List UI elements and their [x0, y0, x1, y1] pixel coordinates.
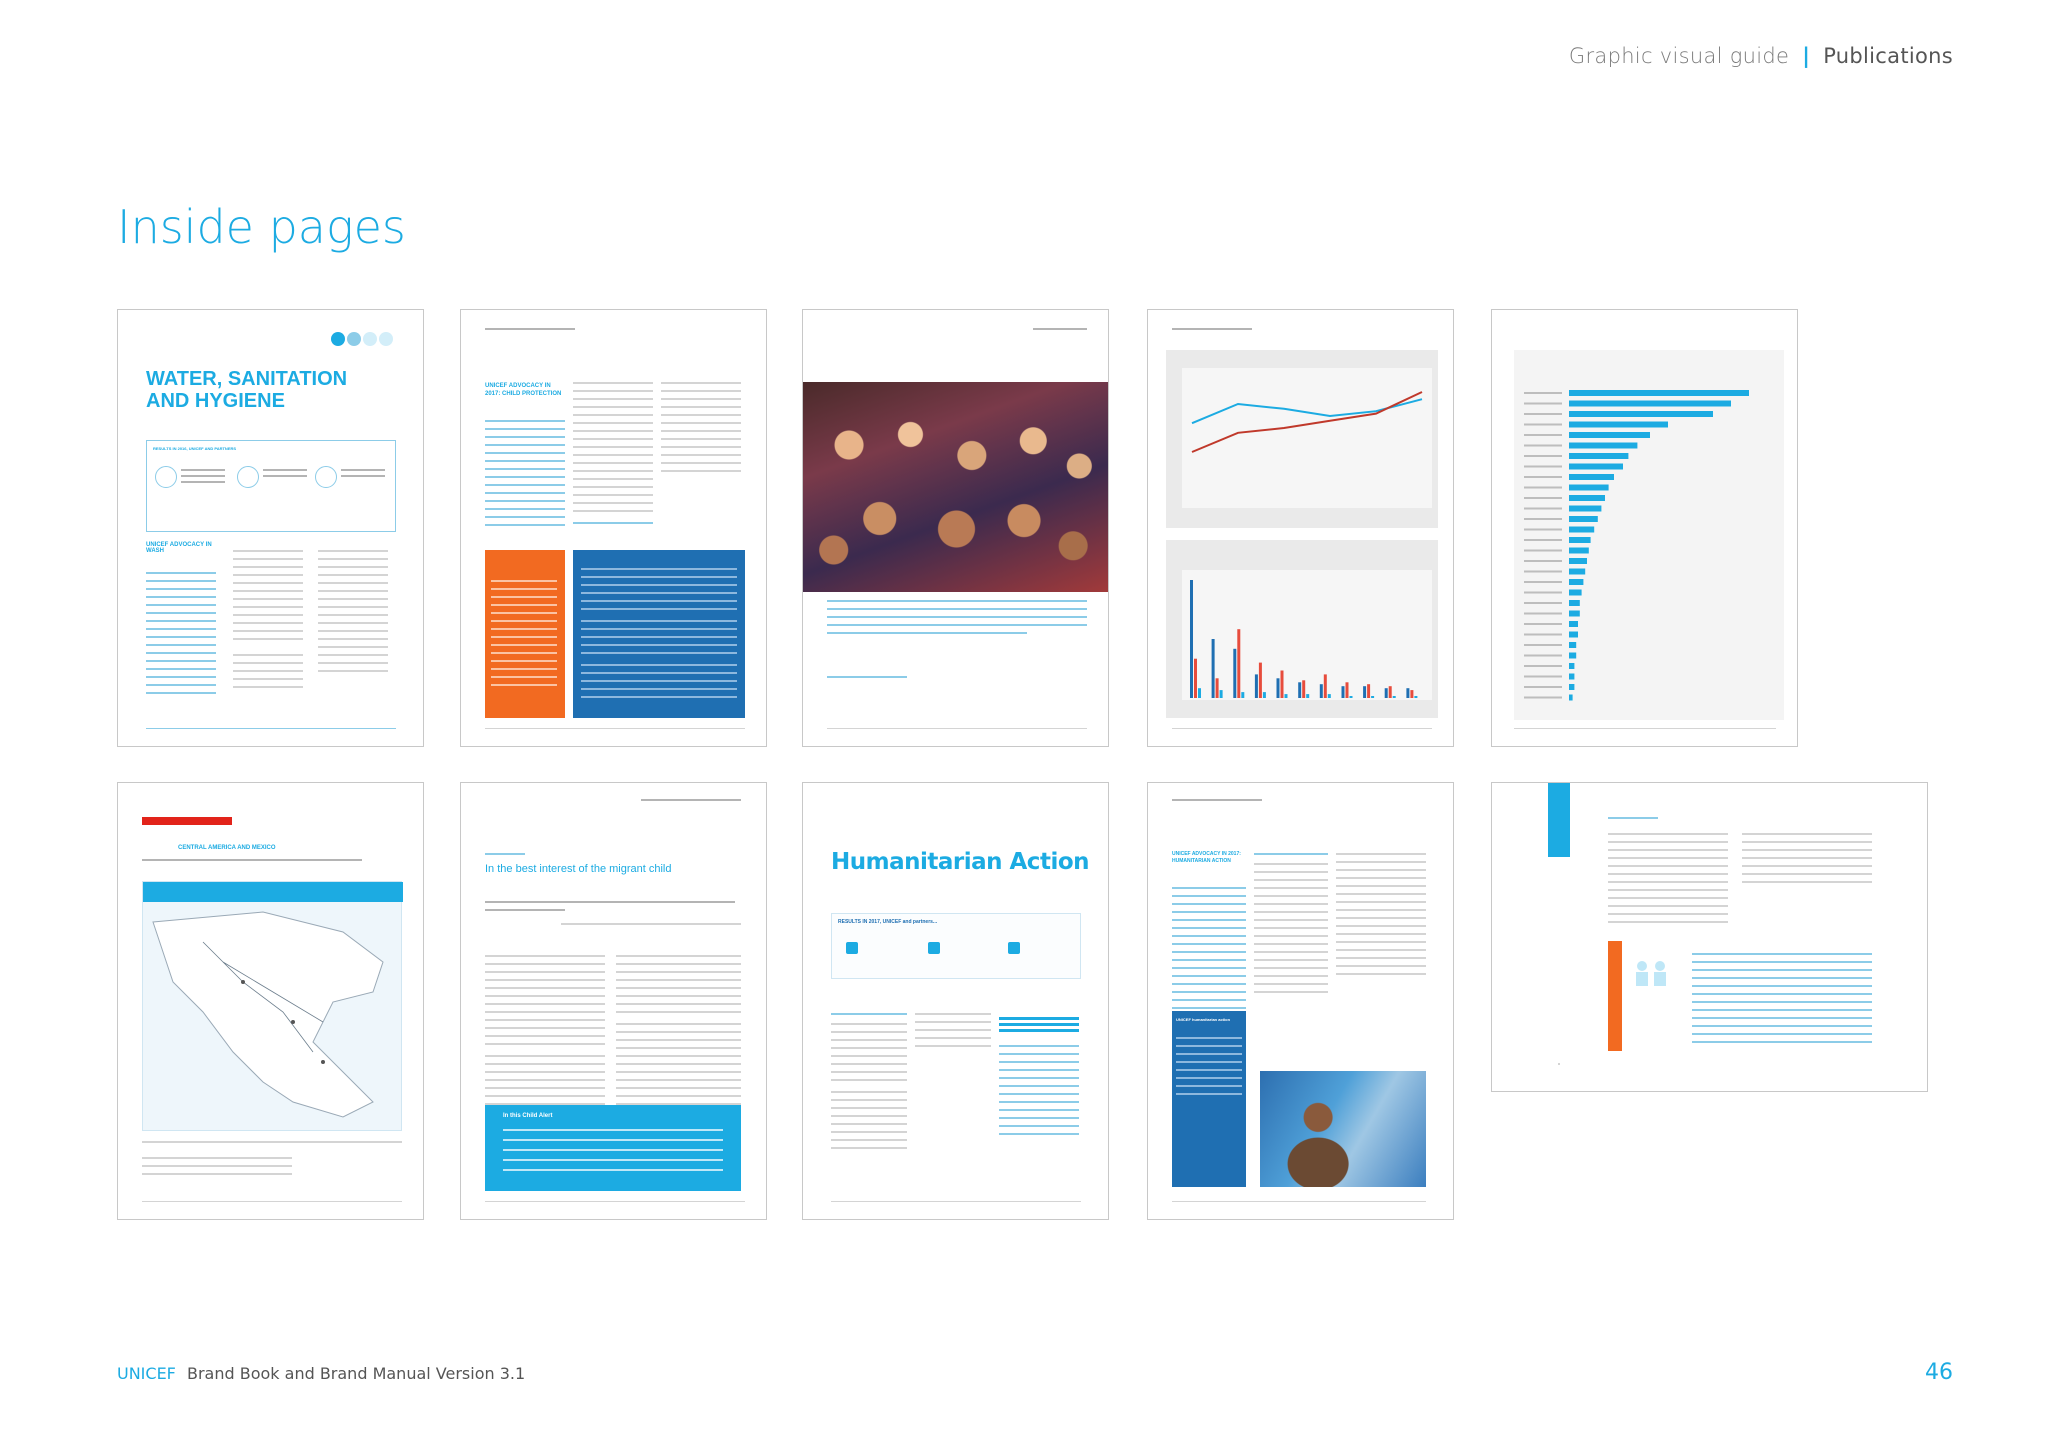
hbar-10 — [1569, 495, 1605, 501]
hbar-label-2 — [1524, 413, 1562, 415]
alert-box — [485, 1105, 741, 1191]
hbar-label-1 — [1524, 403, 1562, 405]
hbar-12 — [1569, 516, 1598, 522]
bar-2-4 — [1285, 694, 1288, 698]
bar-1-10 — [1410, 690, 1413, 698]
thumbnail-charts — [1147, 309, 1454, 747]
bar-1-2 — [1237, 629, 1240, 698]
bar-1-4 — [1281, 671, 1284, 699]
hbar-18 — [1569, 579, 1583, 585]
hbar-label-28 — [1524, 686, 1562, 688]
hbar-label-19 — [1524, 592, 1562, 594]
hbar-label-16 — [1524, 560, 1562, 562]
thumbnail-photo — [802, 309, 1109, 747]
results-box — [831, 913, 1081, 979]
alert-box-title: In this Child Alert — [503, 1113, 553, 1119]
header-section: Publications — [1823, 44, 1953, 68]
bar-2-0 — [1198, 688, 1201, 698]
hbar-24 — [1569, 642, 1576, 648]
hbar-6 — [1569, 453, 1628, 459]
bar-2-3 — [1263, 692, 1266, 698]
thumb-heading: Humanitarian Action — [831, 849, 1089, 875]
results-box — [146, 440, 396, 532]
line-chart — [1162, 350, 1442, 530]
thumbnail-humanitarian — [802, 782, 1109, 1220]
bar-0-2 — [1233, 649, 1236, 698]
hbar-22 — [1569, 621, 1578, 627]
hbar-14 — [1569, 537, 1591, 543]
hbar-label-15 — [1524, 550, 1562, 552]
hbar-label-20 — [1524, 602, 1562, 604]
hbar-27 — [1569, 674, 1574, 680]
hbar-2 — [1569, 411, 1713, 417]
side-heading: UNICEF ADVOCACY IN 2017: HUMANITARIAN ACTION — [1172, 851, 1241, 864]
hbar-19 — [1569, 590, 1582, 596]
bar-0-3 — [1255, 674, 1258, 698]
bar-1-8 — [1367, 684, 1370, 698]
circle-icons — [331, 332, 393, 346]
bar-2-6 — [1328, 694, 1331, 698]
hbar-label-4 — [1524, 434, 1562, 436]
humanitarian-box — [1172, 1011, 1246, 1187]
hbar-26 — [1569, 663, 1574, 669]
orange-panel — [485, 550, 565, 718]
hbar-label-13 — [1524, 529, 1562, 531]
humanitarian-box-title: UNICEF humanitarian action — [1176, 1017, 1231, 1022]
hbar-label-0 — [1524, 392, 1562, 394]
hbar-20 — [1569, 600, 1580, 606]
hbar-28 — [1569, 684, 1574, 690]
hbar-25 — [1569, 653, 1576, 659]
footer-text — [117, 1364, 525, 1383]
side-heading: UNICEF ADVOCACY IN WASH — [146, 542, 212, 554]
bar-1-5 — [1302, 680, 1305, 698]
hbar-label-17 — [1524, 571, 1562, 573]
orange-side-tab — [1608, 941, 1622, 1051]
footer-brand: UNICEF — [117, 1364, 176, 1383]
hbar-16 — [1569, 558, 1587, 564]
hbar-0 — [1569, 390, 1749, 396]
bar-2-5 — [1306, 694, 1309, 698]
results-box-title: RESULTS IN 2017, UNICEF and partners... — [838, 919, 938, 925]
hbar-21 — [1569, 611, 1580, 617]
hbar-label-22 — [1524, 623, 1562, 625]
red-tag — [142, 817, 232, 825]
hbar-label-14 — [1524, 539, 1562, 541]
bar-2-2 — [1241, 692, 1244, 698]
hbar-label-29 — [1524, 697, 1562, 699]
bar-1-0 — [1194, 659, 1197, 698]
hbar-chart — [1514, 350, 1784, 720]
bar-1-3 — [1259, 663, 1262, 698]
bar-2-9 — [1393, 696, 1396, 698]
hbar-1 — [1569, 401, 1731, 407]
thumb-heading: WATER, SANITATION AND HYGIENE — [146, 368, 348, 412]
header-breadcrumb — [1569, 44, 1953, 68]
bar-0-7 — [1342, 686, 1345, 698]
header-separator: | — [1802, 44, 1811, 68]
thumbnail-hbars — [1491, 309, 1798, 747]
hbar-3 — [1569, 422, 1668, 428]
bar-1-7 — [1346, 682, 1349, 698]
hbar-label-26 — [1524, 665, 1562, 667]
side-heading: UNICEF ADVOCACY IN 2017: CHILD PROTECTION — [485, 383, 562, 397]
header-guide: Graphic visual guide — [1568, 44, 1790, 68]
hbar-label-10 — [1524, 497, 1562, 499]
thumb-heading: CENTRAL AMERICA AND MEXICO — [178, 845, 276, 851]
hbar-label-24 — [1524, 644, 1562, 646]
page-number: 46 — [1925, 1360, 1953, 1385]
hbar-label-11 — [1524, 508, 1562, 510]
hbar-17 — [1569, 569, 1585, 575]
bar-0-10 — [1406, 688, 1409, 698]
bar-0-1 — [1212, 639, 1215, 698]
bar-0-0 — [1190, 580, 1193, 698]
bar-2-10 — [1414, 696, 1417, 698]
thumbnail-child-protection — [460, 309, 767, 747]
bar-chart — [1162, 540, 1442, 720]
aid-worker-photo — [1260, 1071, 1426, 1187]
blue-side-tab — [1548, 783, 1570, 857]
thumbnail-child-alert — [460, 782, 767, 1220]
people-icon — [1632, 958, 1672, 988]
bar-0-4 — [1277, 678, 1280, 698]
hbar-label-23 — [1524, 634, 1562, 636]
footer-title: Brand Book and Brand Manual Version 3.1 — [186, 1364, 526, 1383]
hbar-11 — [1569, 506, 1601, 512]
bar-0-9 — [1385, 688, 1388, 698]
bar-2-8 — [1371, 696, 1374, 698]
thumbnail-landscape — [1491, 782, 1928, 1092]
bar-2-7 — [1350, 696, 1353, 698]
hbar-label-6 — [1524, 455, 1562, 457]
hbar-label-9 — [1524, 487, 1562, 489]
bar-1-9 — [1389, 686, 1392, 698]
hbar-label-18 — [1524, 581, 1562, 583]
hbar-5 — [1569, 443, 1637, 449]
bar-1-6 — [1324, 674, 1327, 698]
thumbnail-humanitarian-advocacy — [1147, 782, 1454, 1220]
bar-0-5 — [1298, 682, 1301, 698]
hbar-13 — [1569, 527, 1594, 533]
bar-0-6 — [1320, 684, 1323, 698]
children-photo — [803, 382, 1109, 592]
results-box-title: RESULTS IN 2016, UNICEF AND PARTNERS — [153, 446, 237, 451]
hbar-label-12 — [1524, 518, 1562, 520]
hbar-label-8 — [1524, 476, 1562, 478]
hbar-23 — [1569, 632, 1578, 638]
hbar-4 — [1569, 432, 1650, 438]
hbar-15 — [1569, 548, 1589, 554]
hbar-label-3 — [1524, 424, 1562, 426]
thumbnail-map — [117, 782, 424, 1220]
bar-2-1 — [1220, 690, 1223, 698]
page-title: Inside pages — [117, 200, 406, 254]
hbar-8 — [1569, 474, 1614, 480]
hbar-label-25 — [1524, 655, 1562, 657]
hbar-label-5 — [1524, 445, 1562, 447]
map-area — [142, 881, 402, 1131]
hbar-label-7 — [1524, 466, 1562, 468]
thumb-heading: In the best interest of the migrant child — [485, 863, 672, 875]
bar-0-8 — [1363, 686, 1366, 698]
hbar-label-21 — [1524, 613, 1562, 615]
hbar-29 — [1569, 695, 1573, 701]
bar-1-1 — [1216, 678, 1219, 698]
thumbnail-wash — [117, 309, 424, 747]
hbar-9 — [1569, 485, 1609, 491]
hbar-7 — [1569, 464, 1623, 470]
hbar-label-27 — [1524, 676, 1562, 678]
